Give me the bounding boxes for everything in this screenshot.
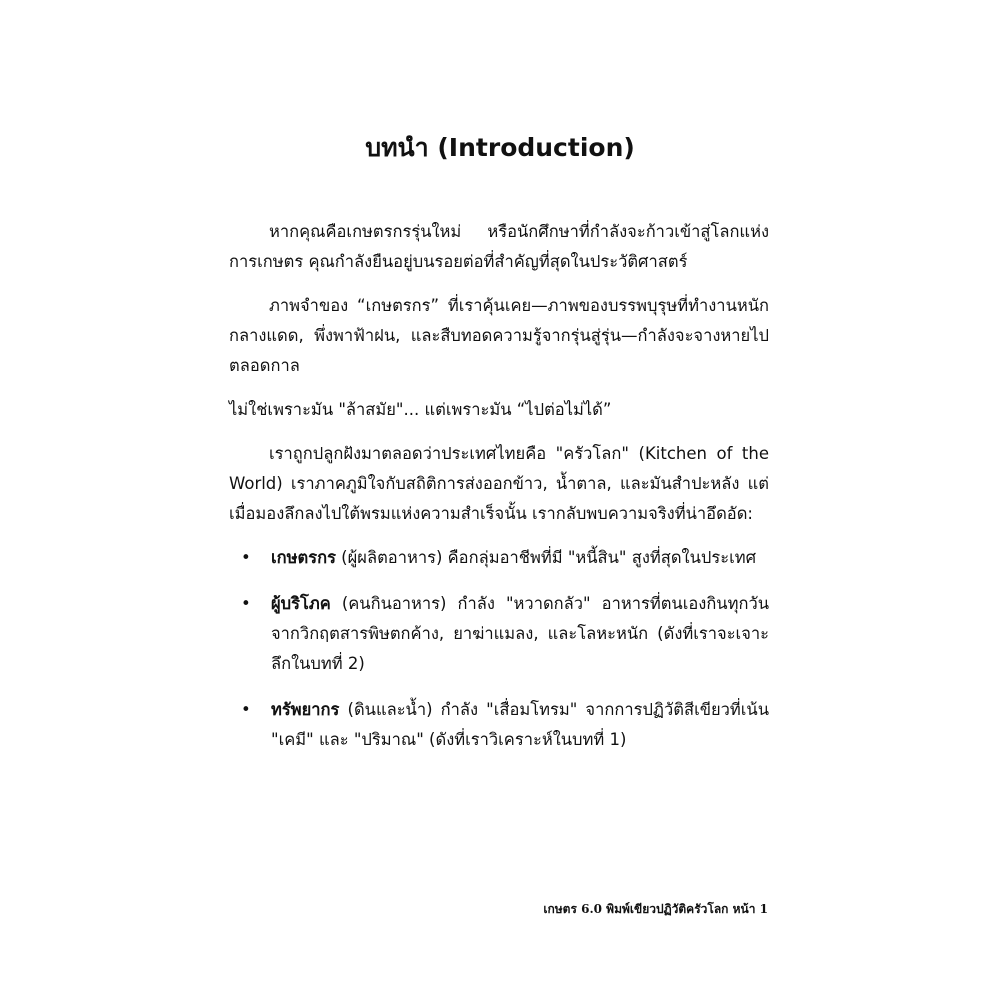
paragraph-kitchen-of-world: เราถูกปลูกฝังมาตลอดว่าประเทศไทยคือ "ครัวโลก" (Kitchen of the World) เราภาคภูมิใจกับสถิติการส่งออกข้าว, น้ำตาล, และมันสำปะหลัง แต่เมื่อมองลึกลงไปใต้พรมแห่งความสำเร็จนั้น เรากลับพบความจริงที่น่าอึดอัด:	[229, 444, 769, 523]
bullet-marker: •	[241, 594, 251, 613]
bullet-term: ผู้บริโภค	[271, 594, 331, 613]
bullet-text: (คนกินอาหาร) กำลัง "หวาดกลัว" อาหารที่ตนเองกินทุกวัน จากวิกฤตสารพิษตกค้าง, ยาฆ่าแมลง, และโลหะหนัก (ดังที่เราจะเจาะลึกในบทที่ 2)	[271, 594, 769, 673]
list-item	[229, 695, 769, 755]
bullet-text: (ผู้ผลิตอาหาร) คือกลุ่มอาชีพที่มี "หนี้สิน" สูงที่สุดในประเทศ	[335, 548, 757, 567]
body-content	[229, 217, 769, 771]
bullet-list	[229, 543, 769, 755]
bullet-text: (ดินและน้ำ) กำลัง "เสื่อมโทรม" จากการปฏิวัติสีเขียวที่เน้น "เคมี" และ "ปริมาณ" (ดังที่เราวิเคราะห์ในบทที่ 1)	[271, 700, 769, 749]
paragraph-farmer-image: ภาพจำของ “เกษตรกร” ที่เราคุ้นเคย—ภาพของบรรพบุรุษที่ทำงานหนักกลางแดด, พึ่งพาฟ้าฝน, และสืบทอดความรู้จากรุ่นสู่รุ่น—กำลังจะจางหายไปตลอดกาล	[229, 296, 769, 375]
bullet-marker: •	[241, 700, 251, 719]
paragraph-intro: หากคุณคือเกษตรกรรุ่นใหม่ หรือนักศึกษาที่กำลังจะก้าวเข้าสู่โลกแห่งการเกษตร คุณกำลังยืนอยู่บนรอยต่อที่สำคัญที่สุดในประวัติศาสตร์	[229, 222, 769, 271]
paragraph-not-outdated: ไม่ใช่เพราะมัน "ล้าสมัย"... แต่เพราะมัน “ไปต่อไม่ได้”	[229, 400, 612, 419]
page-title: บทนำ (Introduction)	[365, 133, 635, 162]
bullet-term: เกษตรกร	[271, 548, 336, 567]
bullet-term: ทรัพยากร	[271, 700, 340, 719]
list-item	[229, 589, 769, 679]
list-item	[229, 543, 769, 573]
bullet-marker: •	[241, 548, 251, 567]
page-footer: เกษตร 6.0 พิมพ์เขียวปฏิวัติครัวโลก หน้า 1	[543, 902, 768, 916]
